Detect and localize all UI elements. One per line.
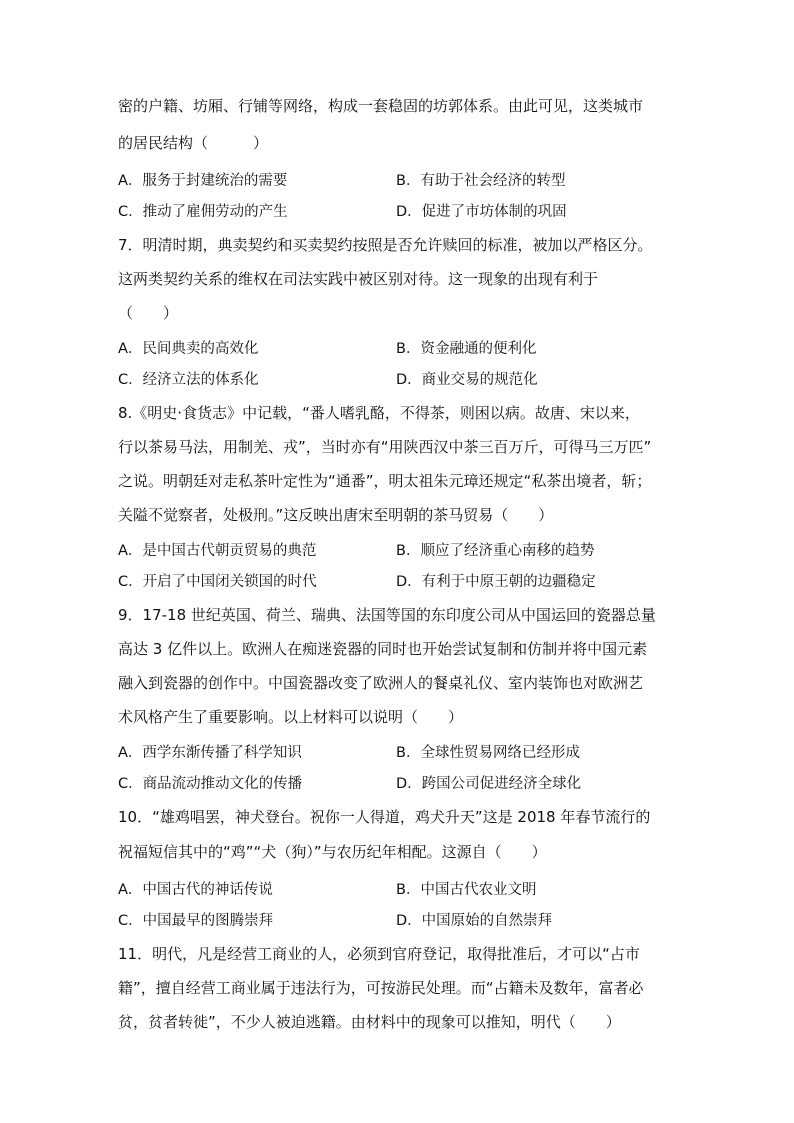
question-11-stem [118,937,680,1039]
question-text-line: （ ） [118,304,179,322]
exam-page [118,88,680,1039]
question-text-line: 密的户籍、坊厢、行铺等网络，构成一套稳固的坊郭体系。由此可见，这类城市 [118,97,644,115]
option-b[interactable]: B．资金融通的便利化 [396,341,537,357]
option-a[interactable]: A．中国古代的神话传说 [118,882,273,898]
question-text-line: 关隘不觉察者，处极刑。”这反映出唐宋至明朝的茶马贸易（ ） [118,506,554,524]
question-text-line: 贫，贫者转徙”，不少人被迫逃籍。由材料中的现象可以推知，明代（ ） [118,1013,621,1031]
question-text-line: 9．17-18 世纪英国、荷兰、瑞典、法国等国的东印度公司从中国运回的瓷器总量 [118,606,656,624]
option-c[interactable]: C．开启了中国闭关锁国的时代 [118,574,317,590]
option-c[interactable]: C．推动了雇佣劳动的产生 [118,204,288,220]
option-b[interactable]: B．顺应了经济重心南移的趋势 [396,543,595,559]
question-text-line: 高达 3 亿件以上。欧洲人在痴迷瓷器的同时也开始尝试复制和仿制并将中国元素 [118,640,648,658]
question-10-stem [118,800,680,871]
option-a[interactable]: A．服务于封建统治的需要 [118,173,288,189]
question-text-line: 之说。明朝廷对走私茶叶定性为“通番”，明太祖朱元璋还规定“私茶出境者，斩； [118,472,652,490]
option-b[interactable]: B．中国古代农业文明 [396,882,537,898]
question-text-line: 7．明清时期，典卖契约和买卖契约按照是否允许赎回的标准，被加以严格区分。 [118,236,653,254]
option-c[interactable]: C．经济立法的体系化 [118,372,259,388]
option-c[interactable]: C．商品流动推动文化的传播 [118,776,303,792]
question-text-line: 的居民结构（ ） [118,134,269,152]
question-text-line: 行以茶易马法，用制羌、戎”，当时亦有“用陕西汉中茶三百万斤，可得马三万匹” [118,438,652,456]
question-text-line: 11．明代，凡是经营工商业的人，必须到官府登记，取得批准后，才可以“占市 [118,945,640,963]
question-6-options [118,166,680,228]
question-9-options [118,738,680,800]
option-d[interactable]: D．商业交易的规范化 [396,372,538,388]
question-text-line: 籍”，擅自经营工商业属于违法行为，可按游民处理。而“占籍未及数年，富者必 [118,979,644,997]
question-text-line: 8.《明史·食货志》中记载，“番人嗜乳酪，不得茶，则困以病。故唐、宋以来， [118,404,640,422]
option-b[interactable]: B．有助于社会经济的转型 [396,173,566,189]
question-8-options [118,536,680,598]
question-6-stem [118,88,680,162]
question-text-line: 10．“雄鸡唱罢，神犬登台。祝你一人得道，鸡犬升天”这是 2018 年春节流行的 [118,808,651,826]
option-d[interactable]: D．促进了市坊体制的巩固 [396,204,567,220]
question-text-line: 祝福短信其中的“鸡”“犬（狗）”与农历纪年相配。这源自（ ） [118,843,547,861]
option-a[interactable]: A．是中国古代朝贡贸易的典范 [118,543,317,559]
option-a[interactable]: A．西学东渐传播了科学知识 [118,745,302,761]
question-7-options [118,334,680,396]
question-7-stem [118,228,680,330]
option-c[interactable]: C．中国最早的图腾崇拜 [118,913,274,929]
option-b[interactable]: B．全球性贸易网络已经形成 [396,745,580,761]
question-10-options [118,875,680,937]
option-d[interactable]: D．有利于中原王朝的边疆稳定 [396,574,596,590]
option-d[interactable]: D．跨国公司促进经济全球化 [396,776,582,792]
option-a[interactable]: A．民间典卖的高效化 [118,341,259,357]
question-9-stem [118,598,680,734]
question-text-line: 融入到瓷器的创作中。中国瓷器改变了欧洲人的餐桌礼仪、室内装饰也对欧洲艺 [118,674,644,692]
question-text-line: 这两类契约关系的维权在司法实践中被区别对待。这一现象的出现有利于 [118,270,599,288]
question-8-stem [118,396,680,532]
question-text-line: 术风格产生了重要影响。以上材料可以说明（ ） [118,708,464,726]
option-d[interactable]: D．中国原始的自然崇拜 [396,913,553,929]
